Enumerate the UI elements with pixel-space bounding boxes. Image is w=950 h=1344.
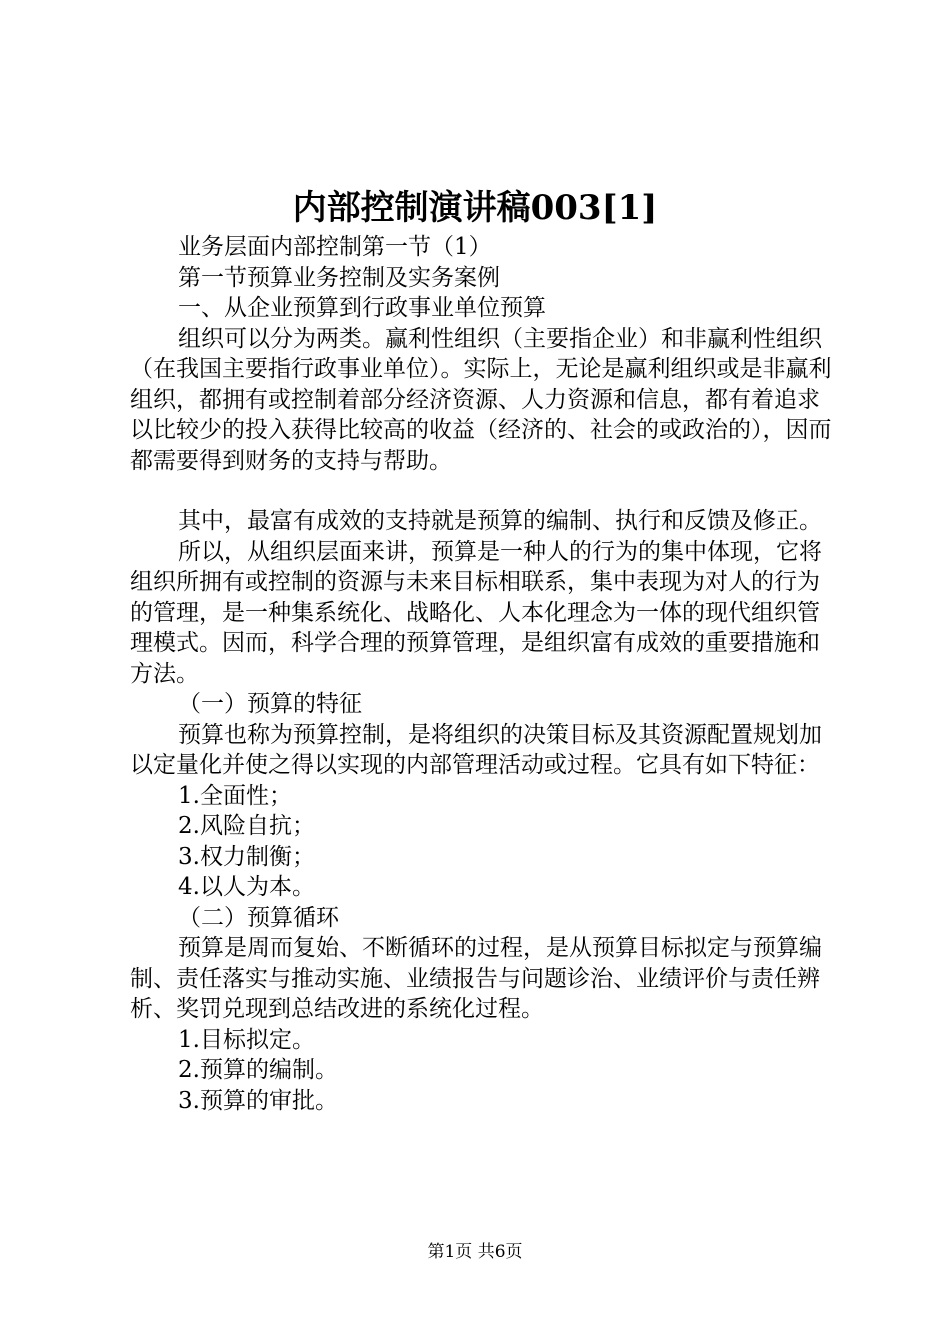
paragraph-subheading: 业务层面内部控制第一节（1） — [178, 234, 492, 260]
document-title: 内部控制演讲稿003[1] — [292, 188, 658, 228]
paragraph-heading-2: （二）预算循环 — [178, 904, 339, 931]
list-item: 1.全面性； — [178, 782, 292, 809]
paragraph: 组织可以分为两类。赢利性组织（主要指企业）和非赢利性组织（在我国主要指行政事业单位）。实际上，无论是赢利组织或是非赢利组织，都拥有或控制着部分经济资源、人力资源和信息，都有着追求以比较少的投入获得比较高的收益（经济的、社会的或政治的），因而都需要得到财务的支持与帮助。 — [130, 325, 832, 474]
page-footer: 第1页 共6页 — [427, 1242, 523, 1262]
list-item: 2.风险自抗； — [178, 813, 315, 839]
list-item: 3.权力制衡； — [178, 843, 315, 870]
list-item: 3.预算的审批。 — [178, 1087, 338, 1114]
list-item: 4.以人为本。 — [178, 874, 315, 900]
paragraph: 预算也称为预算控制，是将组织的决策目标及其资源配置规划加以定量化并使之得以实现的内部管理活动或过程。它具有如下特征： — [130, 721, 822, 778]
paragraph-section-title: 第一节预算业务控制及实务案例 — [178, 264, 500, 291]
paragraph: 其中，最富有成效的支持就是预算的编制、执行和反馈及修正。 — [178, 508, 822, 534]
paragraph: 所以，从组织层面来讲，预算是一种人的行为的集中体现，它将组织所拥有或控制的资源与未来目标相联系，集中表现为对人的行为的管理，是一种集系统化、战略化、人本化理念为一体的现代组织管理模式。因而，科学合理的预算管理，是组织富有成效的重要措施和方法。 — [130, 538, 822, 687]
list-item: 1.目标拟定。 — [178, 1026, 315, 1053]
list-item: 2.预算的编制。 — [178, 1057, 338, 1083]
document-body — [130, 232, 842, 1116]
paragraph-gap — [130, 476, 842, 506]
paragraph-heading-2: （一）预算的特征 — [178, 691, 362, 717]
paragraph: 预算是周而复始、不断循环的过程，是从预算目标拟定与预算编制、责任落实与推动实施、业绩报告与问题诊治、业绩评价与责任辨析、奖罚兑现到总结改进的系统化过程。 — [130, 935, 822, 1022]
paragraph-heading-1: 一、从企业预算到行政事业单位预算 — [178, 295, 546, 321]
